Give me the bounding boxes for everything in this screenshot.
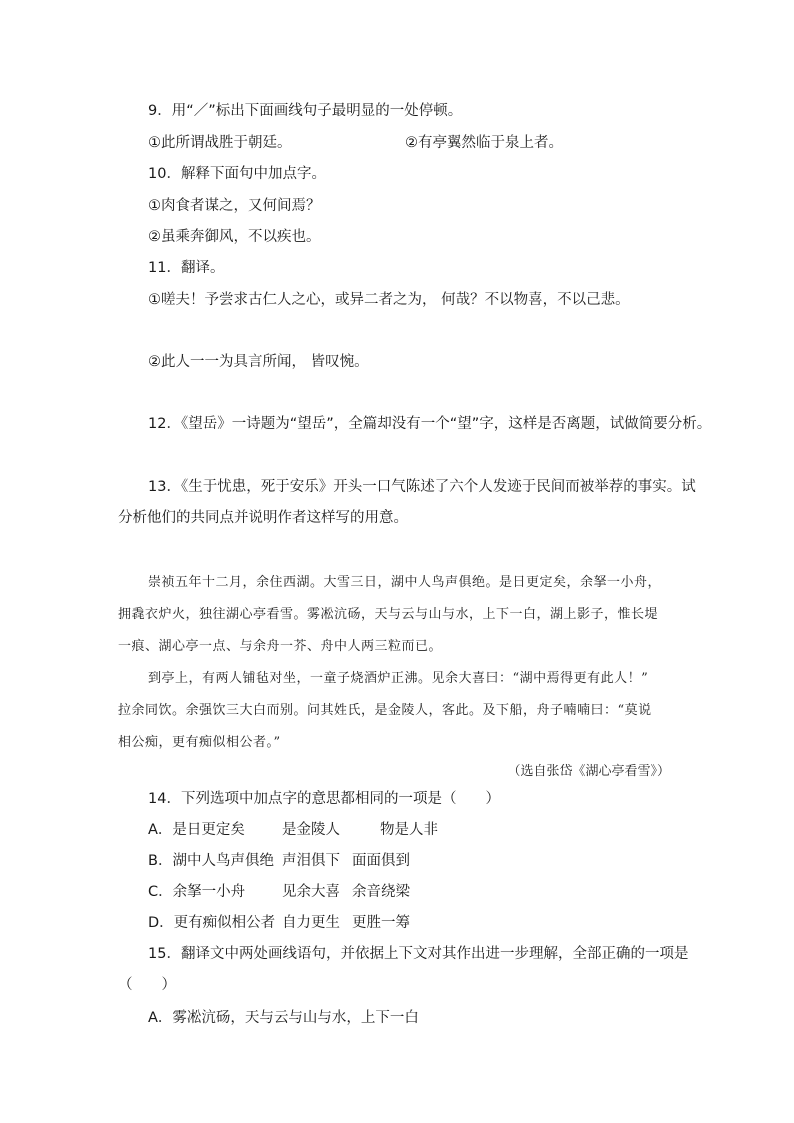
q15-line-1: 15．翻译文中两处画线语句，并依据上下文对其作出进一步理解，全部正确的一项是: [148, 946, 689, 962]
q15-option-a: A．雾凇沆砀，天与云与山与水，上下一白: [148, 1010, 419, 1026]
q14-option-c-part-b: 见余大喜: [282, 884, 340, 900]
q9-item-1: [148, 133, 292, 153]
passage-p1-line-3: 一痕、湖心亭一点、与余舟一芥、舟中人两三粒而已。: [118, 639, 443, 654]
passage-p1-line-1: 崇祯五年十二月，余住西湖。大雪三日，湖中人鸟声俱绝。是日更定矣，余拏一小舟，: [148, 575, 662, 590]
q13-line-2: 分析他们的共同点并说明作者这样写的用意。: [118, 510, 408, 526]
passage-source: （选自张岱《湖心亭看雪》）: [507, 764, 670, 779]
q14-option-b-part-b: 声泪俱下: [282, 853, 340, 869]
q14-option-a-part-c: 物是人非: [380, 822, 438, 838]
q14-option-a: [148, 820, 245, 840]
q14-option-c: [148, 882, 245, 902]
option-letter: A．: [148, 822, 173, 838]
q10-title: 10．解释下面句中加点字。: [148, 166, 326, 182]
option-letter: C．: [148, 884, 173, 900]
option-part-a: 更有痴似相公者: [173, 915, 276, 931]
q14-option-d-part-c: 更胜一筹: [352, 915, 410, 931]
q14-option-d-part-b: 自力更生: [282, 915, 340, 931]
q14-title: 14．下列选项中加点字的意思都相同的一项是（ ）: [148, 791, 500, 807]
q14-option-c-part-c: 余音绕梁: [352, 884, 410, 900]
q13-line-1: 13．《生于忧患，死于安乐》开头一口气陈述了六个人发迹于民间而被举荐的事实。试: [148, 479, 696, 495]
option-part-a: 湖中人鸟声俱绝: [172, 853, 274, 869]
q11-title: 11．翻译。: [148, 260, 225, 276]
q11-item-1: ①嗟夫！予尝求古仁人之心，或异二者之为， 何哉？不以物喜，不以己悲。: [148, 292, 630, 308]
q14-option-d: [148, 913, 275, 933]
q10-item-2: ②虽乘奔御风，不以疾也。: [148, 229, 321, 245]
q14-option-a-part-b: 是金陵人: [282, 822, 340, 838]
passage-p1-line-2: 拥毳衣炉火，独往湖心亭看雪。雾凇沆砀，天与云与山与水，上下一白，湖上影子，惟长堤: [118, 607, 659, 622]
classical-passage: [118, 567, 678, 759]
option-letter: D．: [148, 915, 174, 931]
q14-option-b-part-c: 面面俱到: [352, 853, 410, 869]
q11-item-2: ②此人一一为具言所闻， 皆叹惋。: [148, 354, 369, 370]
q14-option-b: [148, 851, 274, 871]
passage-p2-line-2: 拉余同饮。余强饮三大白而别。问其姓氏，是金陵人，客此。及下船，舟子喃喃曰：“莫说: [118, 703, 652, 718]
option-letter: B．: [148, 853, 173, 869]
passage-p2-line-3: 相公痴，更有痴似相公者。”: [118, 735, 281, 750]
q9-title: 9．用“／”标出下面画线句子最明显的一处停顿。: [148, 103, 463, 119]
q15-line-2: （ ）: [118, 977, 176, 993]
q9-item-1-text: ①此所谓战胜于朝廷。: [148, 135, 292, 151]
q12-text: 12．《望岳》一诗题为“望岳”，全篇却没有一个“望”字，这样是否离题，试做简要分析。: [148, 416, 712, 432]
passage-p2-line-1: 到亭上，有两人铺毡对坐，一童子烧酒炉正沸。见余大喜曰：“湖中焉得更有此人！”: [148, 671, 649, 686]
q10-item-1: ①肉食者谋之，又何间焉？: [148, 198, 321, 214]
option-part-a: 余拏一小舟: [172, 884, 246, 900]
q9-item-2: ②有亭翼然临于泉上者。: [405, 135, 563, 151]
option-part-a: 是日更定矣: [172, 822, 245, 838]
